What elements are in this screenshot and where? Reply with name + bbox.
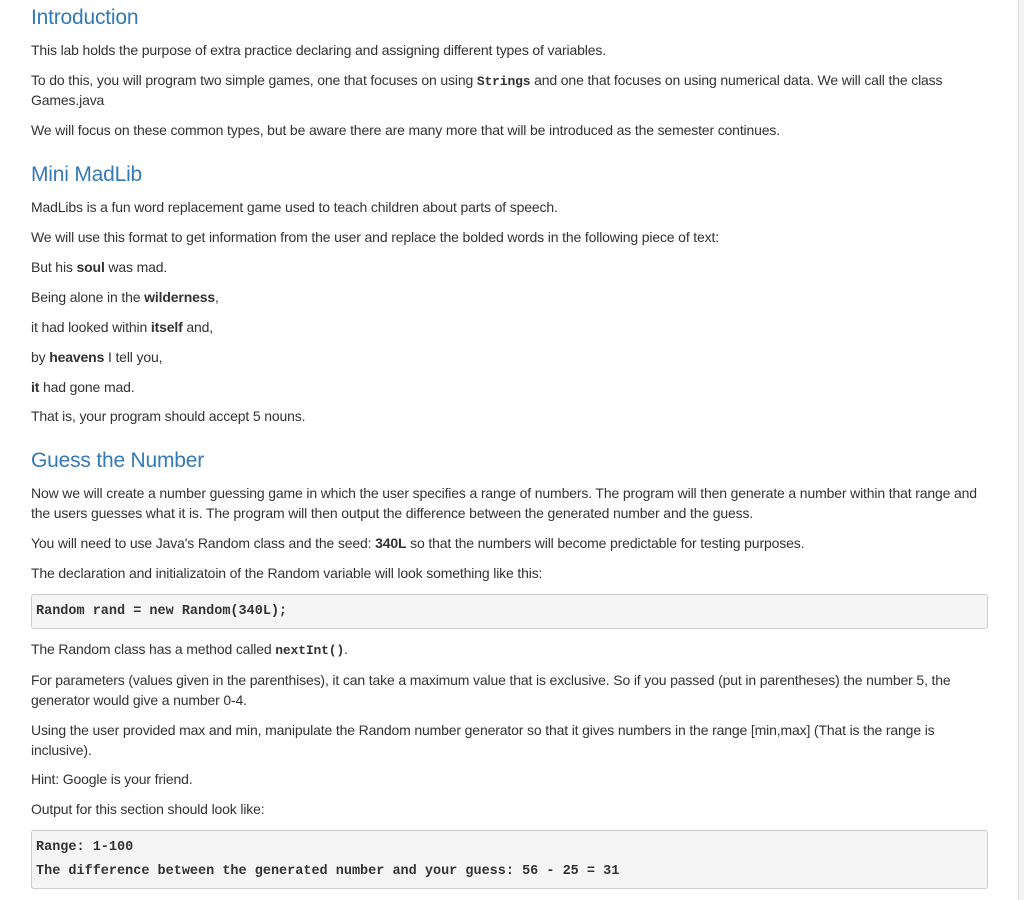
guess-heading: Guess the Number	[31, 449, 205, 473]
nextint-code: nextInt()	[275, 643, 345, 659]
text-fragment: ,	[215, 288, 219, 305]
text-fragment: But his	[31, 259, 77, 276]
introduction-paragraph-2	[31, 71, 988, 111]
seed-value: 340L	[375, 535, 407, 552]
text-fragment: You will need to use Java's Random class and the seed:	[31, 535, 376, 552]
strings-code: Strings	[476, 73, 531, 89]
text-fragment: To do this, you will program two simple games, one that focuses on using	[31, 71, 477, 88]
madlib-paragraph-2: We will use this format to get information from the user and replace the bolded words in the following piece of text:	[31, 229, 720, 246]
code-line: Random rand = new Random(340L);	[36, 603, 288, 619]
text-fragment: and one that focuses on using numerical data. We will call the class Games.java	[31, 71, 943, 109]
bolded-word: soul	[76, 259, 105, 276]
text-fragment: The Random class has a method called	[31, 641, 276, 658]
output-line: The difference between the generated number and your guess: 56 - 25 = 31	[36, 863, 620, 879]
introduction-heading: Introduction	[31, 6, 139, 29]
text-fragment: I tell you,	[104, 348, 163, 365]
madlib-heading: Mini MadLib	[31, 163, 143, 187]
madlib-line	[31, 348, 988, 368]
text-fragment: .	[344, 641, 348, 658]
introduction-paragraph-3: We will focus on these common types, but be aware there are many more that will be introduced as the semester continues.	[31, 122, 781, 139]
guess-paragraph-8: Output for this section should look like:	[31, 801, 265, 818]
random-declaration-code-block	[31, 594, 988, 630]
guess-paragraph-4	[31, 640, 988, 660]
guess-section	[31, 449, 988, 889]
madlib-paragraph-3: That is, your program should accept 5 nouns.	[31, 408, 306, 425]
guess-paragraph-5: For parameters (values given in the parenthises), it can take a maximum value that is exclusive. So if you passed (put in parentheses) the number 5, the generator would give a number 0-4.	[31, 671, 951, 708]
text-fragment: was mad.	[104, 259, 168, 276]
bolded-word: it	[31, 378, 40, 395]
page-edge-divider	[1018, 0, 1024, 900]
madlib-line	[31, 318, 988, 338]
bolded-word: heavens	[49, 348, 105, 365]
introduction-section	[31, 6, 988, 141]
madlib-line	[31, 288, 988, 308]
output-line: Range: 1-100	[36, 840, 134, 856]
text-fragment: by	[31, 348, 50, 365]
madlib-line	[31, 258, 988, 278]
text-fragment: had gone mad.	[39, 378, 135, 395]
guess-paragraph-7: Hint: Google is your friend.	[31, 771, 193, 788]
text-fragment: so that the numbers will become predictable for testing purposes.	[406, 535, 805, 552]
guess-paragraph-1: Now we will create a number guessing game in which the user specifies a range of numbers. The program will then generate a number within that range and the users guesses what it is. The program will then output the difference between the generated number and the guess.	[31, 485, 977, 522]
text-fragment: and,	[182, 318, 213, 335]
bolded-word: itself	[150, 318, 183, 335]
guess-paragraph-3: The declaration and initializatoin of the Random variable will look something like this:	[31, 564, 543, 581]
madlib-section	[31, 163, 988, 427]
sample-output-code-block	[31, 830, 988, 889]
text-fragment: it had looked within	[31, 318, 151, 335]
guess-paragraph-2	[31, 534, 988, 554]
guess-paragraph-6: Using the user provided max and min, manipulate the Random number generator so that it gives numbers in the range [min,max] (That is the range is inclusive).	[31, 721, 935, 758]
madlib-paragraph-1: MadLibs is a fun word replacement game used to teach children about parts of speech.	[31, 199, 558, 216]
bolded-word: wilderness	[144, 288, 216, 305]
introduction-paragraph-1: This lab holds the purpose of extra practice declaring and assigning different types of variables.	[31, 42, 606, 59]
madlib-line	[31, 378, 988, 398]
text-fragment: Being alone in the	[31, 288, 145, 305]
